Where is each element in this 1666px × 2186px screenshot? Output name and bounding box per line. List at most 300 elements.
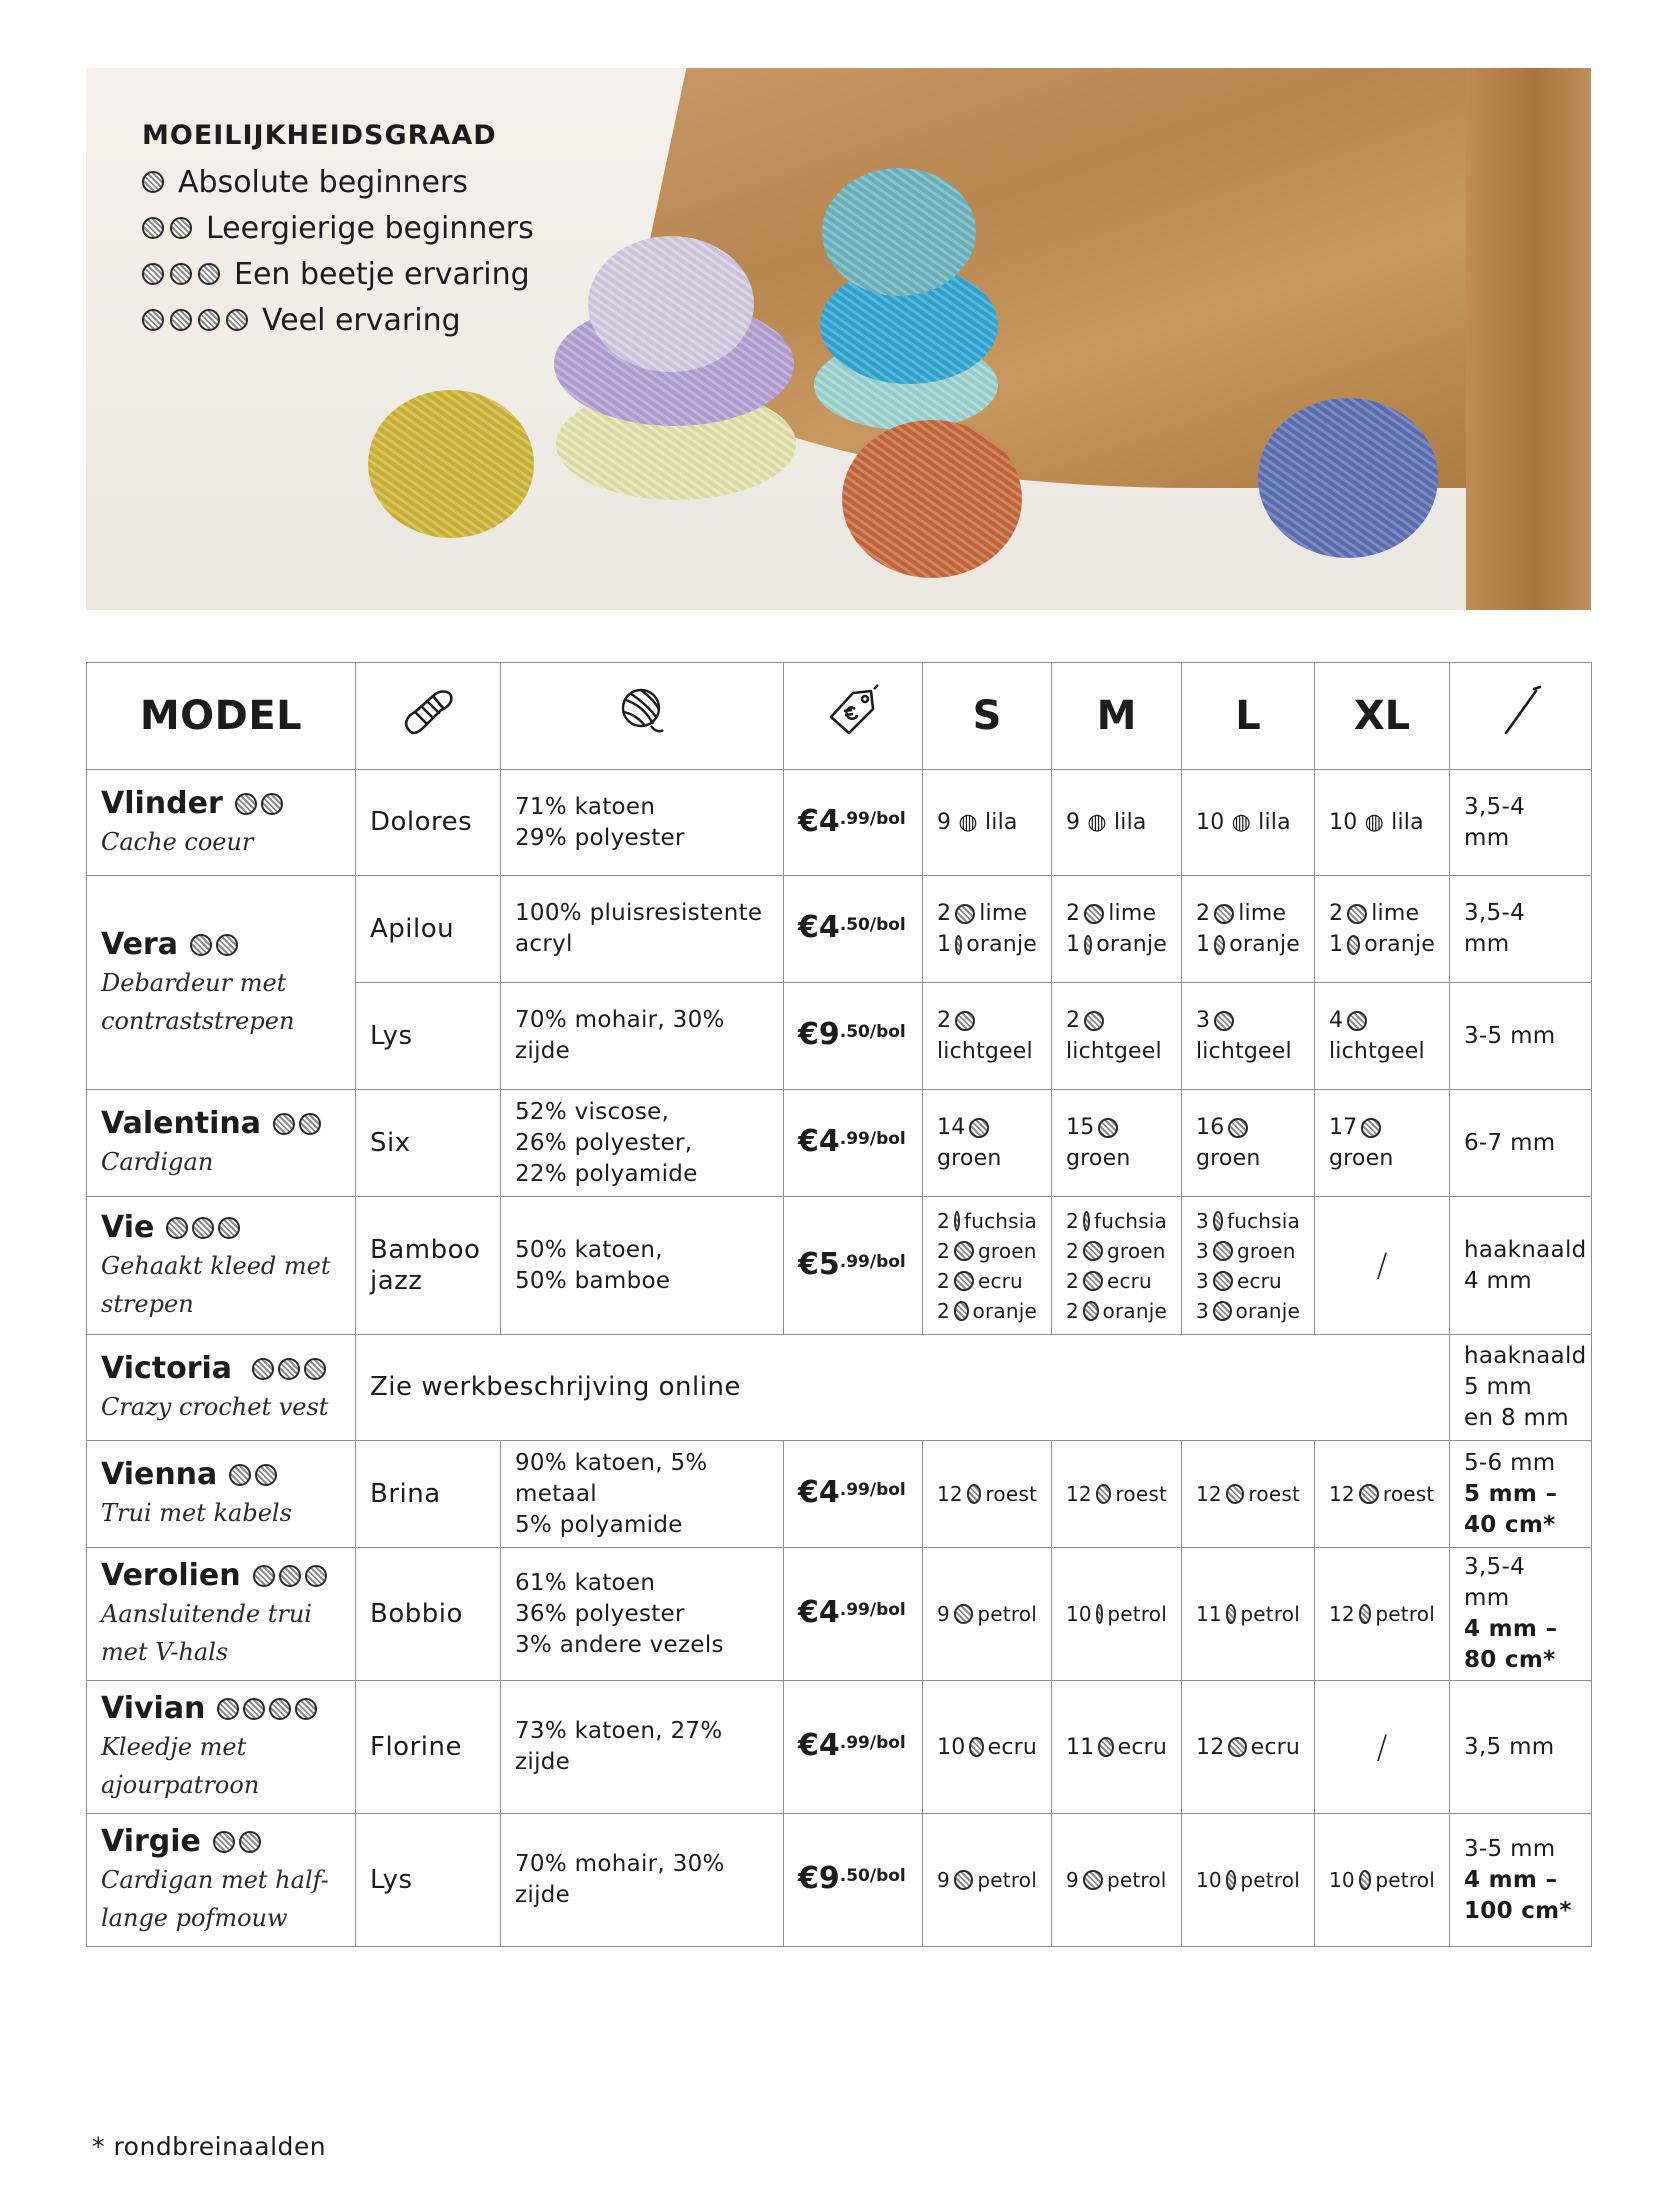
yarn-name: Brina	[356, 1441, 501, 1548]
skein-icon	[399, 682, 457, 740]
price	[784, 1548, 923, 1681]
yarn-name-line: jazz	[370, 1265, 423, 1296]
hero-photo	[86, 68, 1591, 610]
qty-count: 9	[937, 1602, 950, 1626]
yarn-name: Lys	[356, 1814, 501, 1947]
orange-yarn-ball	[842, 420, 1022, 578]
model-subtitle: lange pofmouw	[101, 1904, 288, 1932]
yarn-ball-icon	[1213, 1211, 1223, 1231]
qty-s	[923, 1197, 1052, 1335]
yarn-ball-icon	[253, 1565, 275, 1587]
yarn-ball-icon	[304, 1358, 326, 1380]
qty-count: 2	[937, 1238, 950, 1263]
qty-colour: groen	[937, 1146, 1002, 1171]
qty-colour: ecru	[1106, 1268, 1152, 1293]
qty-count: 10	[1196, 1868, 1222, 1892]
qty-colour: roest	[1248, 1482, 1300, 1506]
composition: 70% mohair, 30% zijde	[501, 983, 784, 1090]
qty-count: 2	[937, 1208, 950, 1233]
model-title	[101, 1105, 341, 1143]
qty-l	[1182, 1197, 1315, 1335]
qty-xl	[1315, 876, 1450, 983]
qty-l	[1182, 1441, 1315, 1548]
yarn-ball-icon	[226, 309, 248, 331]
model-name: Verolien	[101, 1558, 241, 1593]
header-needle	[1450, 663, 1592, 770]
qty-count: 2	[1066, 1298, 1079, 1323]
yarn-ball-icon	[954, 1604, 973, 1624]
qty-count: 3	[1196, 1008, 1211, 1033]
price-unit: .99/bol	[839, 1480, 906, 1500]
qty-colour: oranje	[972, 1298, 1037, 1323]
yarn-ball-icon	[1096, 1604, 1104, 1624]
qty-l	[1182, 1090, 1315, 1197]
needle-size	[1450, 1335, 1592, 1441]
price-unit: .50/bol	[839, 1866, 906, 1886]
yarn-ball-icon	[1361, 1118, 1381, 1138]
difficulty-label: Leergierige beginners	[206, 210, 534, 246]
header-model: MODEL	[87, 663, 356, 770]
yarn-name: Dolores	[356, 770, 501, 876]
qty-xl	[1315, 1090, 1450, 1197]
qty-s	[923, 1441, 1052, 1548]
yarn-ball-icon	[198, 263, 220, 285]
price-main: €9	[798, 1861, 840, 1896]
qty-colour: ecru	[1250, 1734, 1300, 1760]
qty-m	[1052, 1441, 1182, 1548]
qty-colour: fuchsia	[1226, 1208, 1300, 1233]
difficulty-level-3	[142, 251, 534, 297]
yarn-ball-icon	[955, 904, 975, 924]
qty-colour: petrol	[1240, 1868, 1300, 1892]
table-row-vlinder	[87, 770, 1592, 876]
qty-count: 2	[1329, 901, 1344, 926]
price-main: €9	[798, 1017, 840, 1052]
pattern-table	[86, 662, 1592, 1947]
qty-colour: groen	[1106, 1238, 1166, 1263]
qty-m	[1052, 876, 1182, 983]
yarn-ball-icon	[967, 1484, 982, 1504]
price	[784, 983, 923, 1090]
table-row-verolien	[87, 1548, 1592, 1681]
yarn-name: Bobbio	[356, 1548, 501, 1681]
yarn-ball-icon	[1213, 1271, 1233, 1291]
model-cell	[87, 1814, 356, 1947]
composition: 73% katoen, 27% zijde	[501, 1681, 784, 1814]
yarn-ball-icon	[1096, 1484, 1112, 1504]
table-row-vienna	[87, 1441, 1592, 1548]
qty-s	[923, 876, 1052, 983]
difficulty-label: Een beetje ervaring	[234, 256, 530, 292]
yarn-ball-icon	[166, 1217, 188, 1239]
ochre-fabric-fold	[1466, 68, 1591, 610]
difficulty-title: MOEILIJKHEIDSGRAAD	[142, 120, 497, 151]
qty-m	[1052, 1548, 1182, 1681]
yarn-ball-icon	[1359, 1870, 1372, 1890]
table-row-vivian	[87, 1681, 1592, 1814]
yarn-ball-icon	[1228, 1118, 1248, 1138]
qty-colour: lime	[1238, 901, 1287, 926]
yarn-ball-icon	[1359, 1604, 1372, 1624]
yarn-ball-icon	[1347, 935, 1360, 955]
composition: 70% mohair, 30% zijde	[501, 1814, 784, 1947]
composition-line: 71% katoen	[515, 793, 656, 820]
yarn-ball-icon	[1214, 935, 1225, 955]
circular-needle-line: 80 cm*	[1464, 1647, 1556, 1673]
qty-count: 12	[1066, 1482, 1092, 1506]
qty-colour: petrol	[1240, 1602, 1300, 1626]
model-subtitle: strepen	[101, 1289, 194, 1318]
light-lilac-yarn-ball	[588, 236, 754, 372]
composition	[501, 770, 784, 876]
qty-colour: lichtgeel	[937, 1039, 1033, 1064]
header-composition	[501, 663, 784, 770]
qty-count: 2	[937, 1268, 950, 1293]
qty-xl: /	[1315, 1681, 1450, 1814]
needle-line: en 8 mm	[1464, 1405, 1569, 1431]
model-subtitle: ajourpatroon	[101, 1771, 260, 1799]
yarn-ball-icon	[252, 1358, 274, 1380]
qty-colour: oranje	[1096, 932, 1167, 957]
model-subtitle: contraststrepen	[101, 1006, 295, 1035]
needle-size: 6-7 mm	[1450, 1090, 1592, 1197]
qty-colour: roest	[1115, 1482, 1167, 1506]
yarn-ball-icon	[955, 935, 962, 955]
needle-line: 3-5 mm	[1464, 1835, 1556, 1862]
qty-count: 2	[937, 1298, 950, 1323]
model-cell	[87, 1548, 356, 1681]
yarn-ball-icon	[1098, 1737, 1113, 1757]
yarn-ball-icon	[1214, 904, 1234, 924]
qty-l: 10 ◍ lila	[1182, 770, 1315, 876]
yarn-ball-icon	[142, 309, 164, 331]
price	[784, 1814, 923, 1947]
price	[784, 1681, 923, 1814]
qty-colour: ecru	[977, 1268, 1023, 1293]
needle-line: 4 mm	[1464, 1267, 1532, 1294]
qty-count: 2	[1196, 901, 1211, 926]
qty-colour: ecru	[1117, 1734, 1167, 1760]
model-name: Virgie	[101, 1824, 201, 1859]
qty-xl: 10 ◍ lila	[1315, 770, 1450, 876]
needle-size: 3,5-4 mm	[1450, 876, 1592, 983]
yarn-ball-icon	[278, 1358, 300, 1380]
yarn-ball-icon	[1214, 1011, 1234, 1031]
qty-count: 3	[1196, 1268, 1209, 1293]
price-main: €4	[798, 1124, 840, 1159]
model-subtitle: Trui met kabels	[101, 1499, 292, 1527]
model-cell	[87, 1441, 356, 1548]
price-unit: .99/bol	[839, 1600, 906, 1620]
needle-icon	[1496, 683, 1546, 739]
yarn-ball-icon	[1226, 1870, 1237, 1890]
qty-count: 1	[1329, 932, 1344, 957]
qty-count: 2	[1066, 1238, 1079, 1263]
yarn-ball-icon	[192, 1217, 214, 1239]
yellow-yarn-ball	[368, 390, 534, 538]
difficulty-level-2	[142, 205, 534, 251]
circular-needle-line: 40 cm*	[1464, 1511, 1556, 1538]
yarn-ball-icon	[617, 686, 667, 736]
qty-colour: lichtgeel	[1329, 1039, 1425, 1064]
qty-colour: lichtgeel	[1196, 1039, 1292, 1064]
table-row-valentina	[87, 1090, 1592, 1197]
qty-l	[1182, 876, 1315, 983]
qty-m: 9 ◍ lila	[1052, 770, 1182, 876]
yarn-ball-icon	[1098, 1118, 1118, 1138]
model-title	[101, 1456, 341, 1494]
qty-count: 14	[937, 1115, 966, 1140]
price-main: €4	[798, 803, 840, 839]
yarn-name: Six	[356, 1090, 501, 1197]
yarn-ball-icon	[954, 1211, 960, 1231]
model-title	[101, 1350, 341, 1388]
yarn-ball-icon	[1213, 1241, 1233, 1261]
qty-s	[923, 1814, 1052, 1947]
qty-l	[1182, 1681, 1315, 1814]
difficulty-level-4	[142, 297, 534, 343]
model-cell	[87, 1197, 356, 1335]
qty-colour: lime	[1371, 901, 1420, 926]
price	[784, 770, 923, 876]
model-cell	[87, 1681, 356, 1814]
qty-colour: fuchsia	[963, 1208, 1037, 1233]
needle-size	[1450, 1441, 1592, 1548]
price-main: €4	[798, 910, 840, 945]
qty-count: 1	[1066, 932, 1081, 957]
qty-count: 11	[1066, 1734, 1095, 1760]
header-size-m: M	[1052, 663, 1182, 770]
needle-line: 3,5-4 mm	[1464, 1554, 1526, 1611]
circular-needle-line: 5 mm –	[1464, 1480, 1558, 1507]
yarn-ball-icon	[255, 1464, 277, 1486]
composition-line: 36% polyester	[515, 1600, 685, 1627]
yarn-ball-icon	[955, 1011, 975, 1031]
model-name: Victoria	[101, 1350, 233, 1386]
yarn-ball-icon	[1226, 1484, 1245, 1504]
table-header-row	[87, 663, 1592, 770]
yarn-name	[356, 1197, 501, 1335]
composition-line: 22% polyamide	[515, 1160, 698, 1187]
model-name: Valentina	[101, 1106, 262, 1141]
price	[784, 1441, 923, 1548]
qty-m	[1052, 983, 1182, 1090]
yarn-ball-icon	[218, 1217, 240, 1239]
yarn-ball-icon	[261, 793, 283, 815]
composition-line: 90% katoen, 5% metaal	[515, 1449, 708, 1507]
yarn-ball-icon	[235, 793, 257, 815]
yarn-ball-icon	[1226, 1604, 1237, 1624]
yarn-ball-icon	[954, 1241, 974, 1261]
yarn-ball-icon	[170, 217, 192, 239]
price-unit: .99/bol	[839, 808, 906, 829]
yarn-ball-icon	[1347, 1011, 1367, 1031]
qty-m	[1052, 1681, 1182, 1814]
qty-s: 9 ◍ lila	[923, 770, 1052, 876]
yarn-name: Apilou	[356, 876, 501, 983]
needle-size: 3,5 mm	[1450, 1681, 1592, 1814]
yarn-ball-icon	[142, 263, 164, 285]
qty-xl	[1315, 1814, 1450, 1947]
yarn-name-line: Bamboo	[370, 1234, 481, 1265]
qty-colour: groen	[1236, 1238, 1296, 1263]
qty-colour: oranje	[1229, 932, 1300, 957]
composition-line: 52% viscose,	[515, 1098, 670, 1125]
circular-needle-line: 4 mm –	[1464, 1866, 1558, 1893]
model-name: Vivian	[101, 1691, 206, 1726]
qty-colour: roest	[985, 1482, 1037, 1506]
qty-colour: petrol	[977, 1868, 1037, 1892]
yarn-ball-icon	[198, 309, 220, 331]
yarn-ball-icon	[1359, 1484, 1379, 1504]
table-row-vie	[87, 1197, 1592, 1335]
model-title	[101, 1823, 341, 1861]
qty-colour: groen	[977, 1238, 1037, 1263]
header-price	[784, 663, 923, 770]
qty-colour: roest	[1382, 1482, 1435, 1506]
qty-count: 2	[1066, 1008, 1081, 1033]
qty-count: 10	[1329, 1868, 1355, 1892]
qty-colour: petrol	[1375, 1868, 1435, 1892]
model-subtitle: Crazy crochet vest	[101, 1392, 329, 1421]
yarn-ball-icon	[1084, 904, 1104, 924]
qty-count: 12	[1329, 1482, 1355, 1506]
price-unit: .50/bol	[839, 1022, 906, 1042]
qty-count: 10	[1066, 1602, 1092, 1626]
needle-size: 3-5 mm	[1450, 983, 1592, 1090]
yarn-ball-icon	[213, 1831, 235, 1853]
composition-line: 100% pluisresistente	[515, 900, 763, 926]
model-subtitle: Gehaakt kleed met	[101, 1251, 331, 1280]
yarn-ball-icon	[243, 1698, 265, 1720]
price-unit: .99/bol	[839, 1129, 906, 1149]
qty-colour: groen	[1196, 1146, 1261, 1171]
yarn-ball-icon	[1228, 1737, 1246, 1757]
qty-count: 12	[937, 1482, 963, 1506]
yarn-ball-icon	[954, 1870, 973, 1890]
model-subtitle: Cache coeur	[101, 827, 254, 856]
qty-colour: ecru	[1236, 1268, 1282, 1293]
qty-colour: lichtgeel	[1066, 1039, 1162, 1064]
yarn-ball-icon	[954, 1271, 974, 1291]
needle-line: haaknaald	[1464, 1343, 1587, 1369]
qty-colour: fuchsia	[1093, 1208, 1167, 1233]
table-row-victoria	[87, 1335, 1592, 1441]
price	[784, 1197, 923, 1335]
circular-needle-line: 100 cm*	[1464, 1897, 1572, 1924]
price	[784, 1090, 923, 1197]
qty-count: 12	[1329, 1602, 1355, 1626]
yarn-ball-icon	[1083, 1211, 1090, 1231]
needle-line: 5 mm	[1464, 1374, 1532, 1400]
qty-count: 2	[937, 1008, 952, 1033]
qty-colour: petrol	[1107, 1602, 1167, 1626]
yarn-ball-icon	[1347, 904, 1367, 924]
needle-line: haaknaald	[1464, 1236, 1587, 1263]
qty-count: 9	[937, 1868, 950, 1892]
qty-count: 3	[1196, 1208, 1209, 1233]
yarn-ball-icon	[170, 263, 192, 285]
yarn-ball-icon	[239, 1831, 261, 1853]
model-cell	[87, 770, 356, 876]
qty-colour: oranje	[1235, 1298, 1300, 1323]
price-main: €4	[798, 1475, 840, 1510]
model-name: Vlinder	[101, 785, 223, 821]
qty-s	[923, 983, 1052, 1090]
difficulty-level-1	[142, 159, 534, 205]
header-yarn	[356, 663, 501, 770]
qty-m	[1052, 1090, 1182, 1197]
header-size-l: L	[1182, 663, 1315, 770]
price-unit: .50/bol	[839, 915, 906, 935]
yarn-ball-icon	[269, 1698, 291, 1720]
footnote: * rondbreinaalden	[92, 2132, 327, 2161]
yarn-ball-icon	[954, 1301, 969, 1321]
composition-line: 29% polyester	[515, 824, 685, 851]
qty-count: 12	[1196, 1734, 1225, 1760]
qty-count: 2	[937, 901, 952, 926]
model-name: Vera	[101, 926, 178, 962]
qty-count: 3	[1196, 1298, 1209, 1323]
composition	[501, 1197, 784, 1335]
qty-colour: petrol	[1106, 1868, 1167, 1892]
yarn-ball-icon	[142, 171, 164, 193]
yarn-name: Lys	[356, 983, 501, 1090]
yarn-ball-icon	[1084, 935, 1092, 955]
circular-needle-line: 4 mm –	[1464, 1616, 1558, 1642]
yarn-ball-icon	[1083, 1271, 1103, 1291]
qty-count: 4	[1329, 1008, 1344, 1033]
price	[784, 876, 923, 983]
qty-m	[1052, 1814, 1182, 1947]
model-title	[101, 926, 341, 964]
yarn-ball-icon	[969, 1118, 989, 1138]
qty-s	[923, 1548, 1052, 1681]
difficulty-label: Veel ervaring	[262, 302, 461, 338]
qty-l	[1182, 1814, 1315, 1947]
qty-colour: ecru	[987, 1734, 1037, 1760]
price-unit: .99/bol	[839, 1733, 906, 1753]
yarn-ball-icon	[1083, 1241, 1103, 1261]
composition	[501, 1441, 784, 1548]
yarn-ball-icon	[142, 217, 164, 239]
composition-line: 50% katoen,	[515, 1236, 663, 1263]
yarn-ball-icon	[969, 1737, 983, 1757]
yarn-ball-icon	[1084, 1011, 1104, 1031]
yarn-ball-icon	[170, 309, 192, 331]
online-pattern-note: Zie werkbeschrijving online	[356, 1335, 1450, 1441]
table-row-vera-apilou	[87, 876, 1592, 983]
qty-count: 12	[1196, 1482, 1222, 1506]
qty-colour: groen	[1066, 1146, 1131, 1171]
euro-price-tag-icon	[825, 683, 881, 739]
qty-count: 10	[937, 1734, 966, 1760]
model-cell	[87, 1090, 356, 1197]
qty-count: 11	[1196, 1602, 1222, 1626]
qty-xl	[1315, 1548, 1450, 1681]
qty-colour: lime	[1108, 901, 1157, 926]
qty-count: 2	[1066, 1268, 1079, 1293]
table-row-virgie	[87, 1814, 1592, 1947]
qty-colour: oranje	[966, 932, 1037, 957]
composition	[501, 876, 784, 983]
qty-s	[923, 1090, 1052, 1197]
yarn-ball-icon	[1083, 1870, 1103, 1890]
qty-xl	[1315, 983, 1450, 1090]
qty-colour: groen	[1329, 1146, 1394, 1171]
needle-size: 3,5-4 mm	[1450, 770, 1592, 876]
model-cell	[87, 876, 356, 1090]
